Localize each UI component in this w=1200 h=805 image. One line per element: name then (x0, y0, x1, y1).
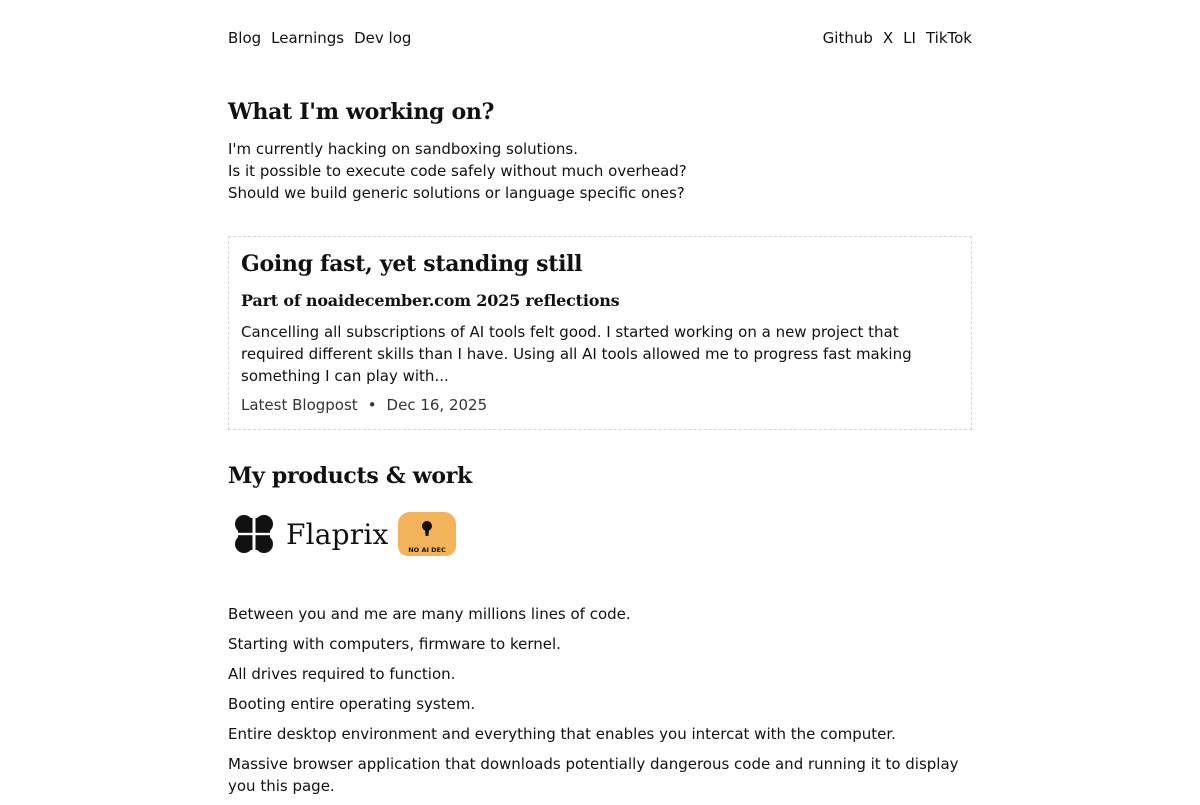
working-text (228, 138, 687, 204)
blogpost-excerpt: Cancelling all subscriptions of AI tools felt good. I started working on a new project that required different skills than I have. Using all AI tools allowed me to progress fast making something I can play with... (241, 323, 912, 385)
working-line: Should we build generic solutions or language specific ones? (228, 184, 685, 202)
nav-link-github[interactable]: Github (822, 29, 873, 47)
flaprix-logo-icon (232, 514, 276, 554)
nav-link-x[interactable]: X (882, 29, 894, 47)
closing-text (228, 603, 972, 805)
nav-link-learnings[interactable]: Learnings (271, 29, 345, 47)
products-heading: My products & work (228, 463, 472, 489)
top-nav (228, 29, 972, 51)
closing-line: Entire desktop environment and everything that enables you intercat with the computer. (228, 725, 896, 743)
working-heading: What I'm working on? (228, 99, 495, 125)
blogpost-meta (241, 396, 487, 414)
working-line: I'm currently hacking on sandboxing solutions. (228, 140, 578, 158)
closing-line: Between you and me are many millions lines of code. (228, 605, 631, 623)
nav-right (823, 29, 972, 47)
nav-link-linkedin[interactable]: LI (903, 29, 916, 47)
nav-left (228, 29, 411, 47)
noai-badge-label: NO AI DEC (408, 546, 446, 554)
flaprix-link[interactable] (232, 514, 389, 554)
nav-link-tiktok[interactable]: TikTok (925, 29, 972, 47)
closing-line: Booting entire operating system. (228, 695, 476, 713)
blogpost-subtitle: Part of noaidecember.com 2025 reflections (241, 291, 620, 310)
meta-separator: • (367, 396, 377, 414)
blogpost-title: Going fast, yet standing still (241, 251, 583, 277)
nav-link-dev-log[interactable]: Dev log (354, 29, 412, 47)
blogpost-date: Dec 16, 2025 (386, 396, 488, 414)
closing-line: Starting with computers, firmware to kernel. (228, 635, 561, 653)
latest-blogpost-card[interactable] (228, 236, 972, 430)
keyhole-icon (398, 520, 456, 538)
working-line: Is it possible to execute code safely without much overhead? (228, 162, 687, 180)
closing-line: Massive browser application that downloads potentially dangerous code and running it to display you this page. (228, 755, 959, 795)
noai-december-link[interactable] (398, 512, 456, 556)
blogpost-label: Latest Blogpost (241, 396, 358, 414)
nav-link-blog[interactable]: Blog (228, 29, 262, 47)
flaprix-wordmark: Flaprix (286, 517, 389, 551)
closing-line: All drives required to function. (228, 665, 456, 683)
